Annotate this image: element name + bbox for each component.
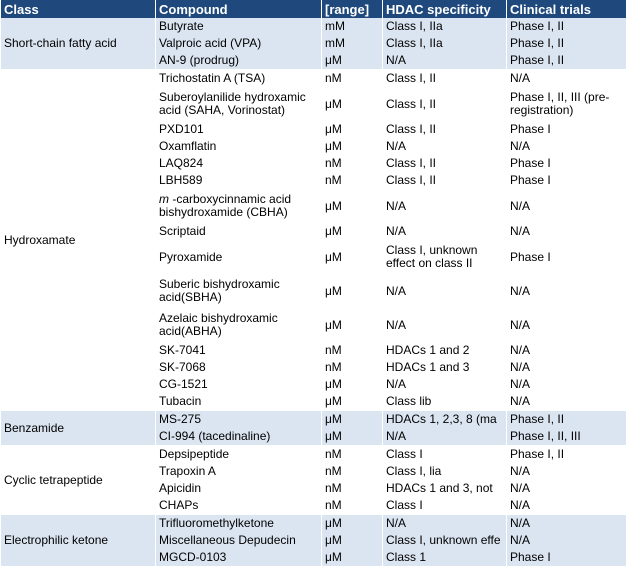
range-cell: mM	[322, 18, 383, 35]
compound-cell: Miscellaneous Depudecin	[156, 532, 322, 549]
range-cell: mM	[322, 35, 383, 52]
range-cell: μM	[322, 376, 383, 393]
hdac-specificity-cell: Class I	[383, 497, 507, 515]
compound-cell: Trichostatin A (TSA)	[156, 70, 322, 88]
range-cell: μM	[322, 240, 383, 274]
clinical-trials-cell: Phase I, II	[507, 35, 626, 52]
table-row	[1, 446, 626, 464]
range-cell: nM	[322, 155, 383, 172]
range-cell: μM	[322, 121, 383, 138]
clinical-trials-cell: N/A	[507, 138, 626, 155]
table-row	[1, 515, 626, 533]
clinical-trials-cell: N/A	[507, 376, 626, 393]
compound-cell: LBH589	[156, 172, 322, 189]
range-cell: nM	[322, 70, 383, 88]
hdac-specificity-cell: HDACs 1 and 2	[383, 342, 507, 359]
compound-cell: Trifluoromethylketone	[156, 515, 322, 533]
hdac-specificity-cell: N/A	[383, 515, 507, 533]
compound-cell: Suberic bishydroxamic acid(SBHA)	[156, 274, 322, 308]
range-cell: μM	[322, 549, 383, 566]
hdac-specificity-cell: N/A	[383, 428, 507, 446]
class-cell: Short-chain fatty acid	[1, 18, 156, 70]
range-cell: μM	[322, 189, 383, 223]
hdac-specificity-cell: Class I, unknown effect on class II	[383, 240, 507, 274]
header-row	[1, 0, 626, 18]
range-cell: μM	[322, 308, 383, 342]
range-cell: nM	[322, 172, 383, 189]
table-row	[1, 411, 626, 429]
clinical-trials-cell: N/A	[507, 359, 626, 376]
hdac-specificity-cell: HDACs 1 and 3, not	[383, 480, 507, 497]
compound-cell: Trapoxin A	[156, 463, 322, 480]
compound-cell: Suberoylanilide hydroxamic acid (SAHA, Vorinostat)	[156, 87, 322, 121]
compound-name: -carboxycinnamic acid bishydroxamide (CBHA)	[159, 192, 292, 219]
compound-cell: Tubacin	[156, 393, 322, 411]
hdac-specificity-cell: N/A	[383, 274, 507, 308]
clinical-trials-cell: N/A	[507, 480, 626, 497]
clinical-trials-cell: Phase I	[507, 172, 626, 189]
class-cell: Electrophilic ketone	[1, 515, 156, 567]
range-cell: μM	[322, 138, 383, 155]
compound-cell: SK-7041	[156, 342, 322, 359]
clinical-trials-cell: N/A	[507, 497, 626, 515]
range-cell: μM	[322, 274, 383, 308]
compound-cell: Azelaic bishydroxamic acid(ABHA)	[156, 308, 322, 342]
clinical-trials-cell: Phase I	[507, 240, 626, 274]
compound-cell: CG-1521	[156, 376, 322, 393]
compound-cell: SK-7068	[156, 359, 322, 376]
range-cell: nM	[322, 497, 383, 515]
hdac-specificity-cell: HDACs 1, 2,3, 8 (ma	[383, 411, 507, 429]
range-cell: nM	[322, 342, 383, 359]
clinical-trials-cell: N/A	[507, 189, 626, 223]
hdac-specificity-cell: Class I, II	[383, 121, 507, 138]
compound-cell: Scriptaid	[156, 223, 322, 240]
clinical-trials-cell: N/A	[507, 342, 626, 359]
hdac-specificity-cell: Class I, IIa	[383, 18, 507, 35]
table-row	[1, 18, 626, 35]
clinical-trials-cell: N/A	[507, 223, 626, 240]
hdac-specificity-cell: Class I, II	[383, 70, 507, 88]
range-cell: nM	[322, 446, 383, 464]
clinical-trials-cell: Phase I, II	[507, 18, 626, 35]
hdac-specificity-cell: Class I, lia	[383, 463, 507, 480]
compound-cell: Pyroxamide	[156, 240, 322, 274]
compound-cell: AN-9 (prodrug)	[156, 52, 322, 70]
hdac-specificity-cell: N/A	[383, 308, 507, 342]
range-cell: μM	[322, 52, 383, 70]
class-cell: Cyclic tetrapeptide	[1, 446, 156, 515]
clinical-trials-cell: Phase I	[507, 121, 626, 138]
hdac-specificity-cell: Class I, II	[383, 172, 507, 189]
compound-cell: Oxamflatin	[156, 138, 322, 155]
compound-cell: CI-994 (tacedinaline)	[156, 428, 322, 446]
range-cell: μM	[322, 223, 383, 240]
clinical-trials-cell: Phase I, II	[507, 411, 626, 429]
header-compound: Compound	[156, 0, 322, 18]
range-cell: μM	[322, 393, 383, 411]
compound-cell: CHAPs	[156, 497, 322, 515]
clinical-trials-cell: N/A	[507, 463, 626, 480]
compound-cell: Valproic acid (VPA)	[156, 35, 322, 52]
hdac-specificity-cell: N/A	[383, 138, 507, 155]
hdac-specificity-cell: Class I, IIa	[383, 35, 507, 52]
hdac-specificity-cell: Class I, II	[383, 87, 507, 121]
clinical-trials-cell: Phase I, II, III (pre-registration)	[507, 87, 626, 121]
clinical-trials-cell: N/A	[507, 515, 626, 533]
class-cell: Benzamide	[1, 411, 156, 446]
clinical-trials-cell: Phase I, II	[507, 52, 626, 70]
hdac-specificity-cell: N/A	[383, 52, 507, 70]
clinical-trials-cell: N/A	[507, 532, 626, 549]
clinical-trials-cell: Phase I	[507, 549, 626, 566]
table-body	[1, 18, 626, 566]
header-range: [range]	[322, 0, 383, 18]
hdac-specificity-cell: N/A	[383, 376, 507, 393]
clinical-trials-cell: N/A	[507, 393, 626, 411]
compound-cell: PXD101	[156, 121, 322, 138]
hdac-specificity-cell: N/A	[383, 223, 507, 240]
compound-cell: MS-275	[156, 411, 322, 429]
compound-cell: Apicidin	[156, 480, 322, 497]
range-cell: μM	[322, 87, 383, 121]
compound-cell	[156, 189, 322, 223]
table-row	[1, 70, 626, 88]
range-cell: nM	[322, 463, 383, 480]
compound-prefix: m	[159, 192, 169, 206]
compound-cell: Depsipeptide	[156, 446, 322, 464]
hdac-specificity-cell: Class 1	[383, 549, 507, 566]
class-cell: Hydroxamate	[1, 70, 156, 411]
clinical-trials-cell: Phase I, II	[507, 446, 626, 464]
hdac-specificity-cell: HDACs 1 and 3	[383, 359, 507, 376]
compound-cell: MGCD-0103	[156, 549, 322, 566]
header-hdac-specificity: HDAC specificity	[383, 0, 507, 18]
header-clinical-trials: Clinical trials	[507, 0, 626, 18]
range-cell: μM	[322, 428, 383, 446]
hdac-specificity-cell: Class lib	[383, 393, 507, 411]
hdac-specificity-cell: Class I, unknown effe	[383, 532, 507, 549]
clinical-trials-cell: Phase I	[507, 155, 626, 172]
header-class: Class	[1, 0, 156, 18]
clinical-trials-cell: N/A	[507, 308, 626, 342]
hdac-specificity-cell: Class I	[383, 446, 507, 464]
compound-cell: Butyrate	[156, 18, 322, 35]
range-cell: μM	[322, 532, 383, 549]
hdac-specificity-cell: N/A	[383, 189, 507, 223]
clinical-trials-cell: Phase I, II, III	[507, 428, 626, 446]
range-cell: μM	[322, 411, 383, 429]
hdac-specificity-cell: Class I, II	[383, 155, 507, 172]
range-cell: nM	[322, 359, 383, 376]
clinical-trials-cell: N/A	[507, 70, 626, 88]
compound-cell: LAQ824	[156, 155, 322, 172]
range-cell: nM	[322, 480, 383, 497]
range-cell: μM	[322, 515, 383, 533]
clinical-trials-cell: N/A	[507, 274, 626, 308]
